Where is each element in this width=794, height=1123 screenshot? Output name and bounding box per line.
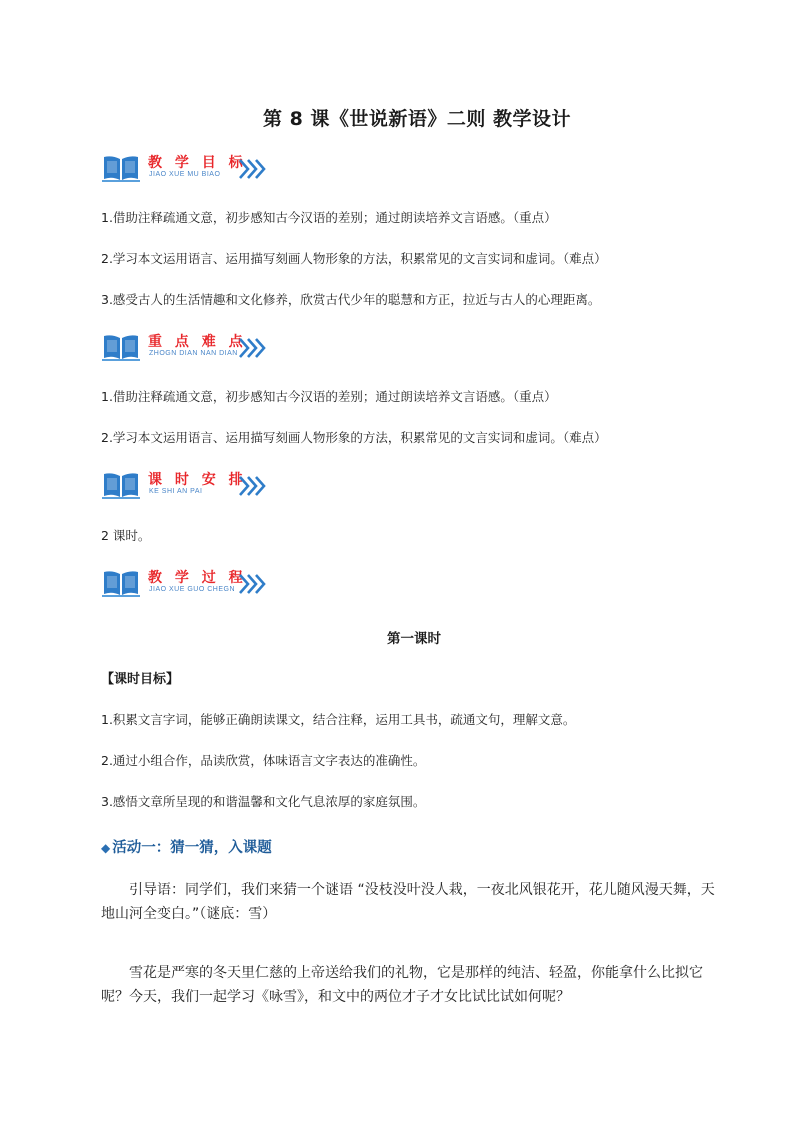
lesson-goal-item: 1.积累文言字词，能够正确朗读课文，结合注释，运用工具书，疏通文句，理解文意。 — [101, 712, 576, 727]
section-title: 教 学 目 标 — [148, 155, 247, 171]
section-title: 重 点 难 点 — [148, 334, 247, 350]
section-title: 课 时 安 排 — [148, 472, 247, 488]
goal-item: 3.感受古人的生活情趣和文化修养，欣赏古代少年的聪慧和方正，拉近与古人的心理距离。 — [101, 292, 601, 307]
open-book-icon — [101, 470, 141, 500]
page-title: 第 8 课《世说新语》二则 教学设计 — [262, 108, 572, 130]
section-header-key — [101, 331, 281, 365]
section-header-process — [101, 567, 281, 601]
key-item: 2.学习本文运用语言、运用描写刻画人物形象的方法，积累常见的文言实词和虚词。（难点） — [101, 430, 607, 445]
open-book-icon — [101, 153, 141, 183]
lesson-title: 第一课时 — [387, 631, 441, 647]
section-header-schedule — [101, 469, 281, 503]
open-book-icon — [101, 568, 141, 598]
goal-item: 2.学习本文运用语言、运用描写刻画人物形象的方法，积累常见的文言实词和虚词。（难点） — [101, 251, 607, 266]
lesson-goal-item: 3.感悟文章所呈现的和谐温馨和文化气息浓厚的家庭氛围。 — [101, 794, 426, 809]
section-header-goals — [101, 152, 281, 186]
chevrons-right-icon — [238, 573, 268, 595]
section-pinyin: JIAO XUE MU BIAO — [149, 171, 221, 178]
section-title: 教 学 过 程 — [148, 570, 247, 586]
lesson-goals-label: 【课时目标】 — [101, 672, 180, 687]
key-item: 1.借助注释疏通文意，初步感知古今汉语的差别；通过朗读培养文言语感。（重点） — [101, 389, 557, 404]
section-pinyin: KE SHI AN PAI — [149, 488, 203, 495]
section-pinyin: JIAO XUE GUO CHEGN — [149, 586, 236, 593]
schedule-text: 2 课时。 — [101, 528, 151, 543]
lesson-goal-item: 2.通过小组合作，品读欣赏，体味语言文字表达的准确性。 — [101, 753, 426, 768]
section-pinyin: ZHOGN DIAN NAN DIAN — [149, 350, 238, 357]
chevrons-right-icon — [238, 475, 268, 497]
chevrons-right-icon — [238, 158, 268, 180]
chevrons-right-icon — [238, 337, 268, 359]
body-paragraph: 雪花是严寒的冬天里仁慈的上帝送给我们的礼物，它是那样的纯洁、轻盈，你能拿什么比拟它呢？今天，我们一起学习《咏雪》，和文中的两位才子才女比试比试如何呢？ — [101, 965, 703, 1005]
goal-item: 1.借助注释疏通文意，初步感知古今汉语的差别；通过朗读培养文言语感。（重点） — [101, 210, 557, 225]
activity-label: 活动一：猜一猜，入课题 — [112, 840, 272, 856]
open-book-icon — [101, 332, 141, 362]
diamond-bullet-icon: ◆ — [101, 841, 111, 855]
activity-heading — [101, 836, 272, 857]
intro-paragraph: 引导语：同学们，我们来猜一个谜语 “没枝没叶没人栽，一夜北风银花开，花儿随风漫天舞，天地山河全变白。”（谜底：雪） — [101, 882, 715, 922]
